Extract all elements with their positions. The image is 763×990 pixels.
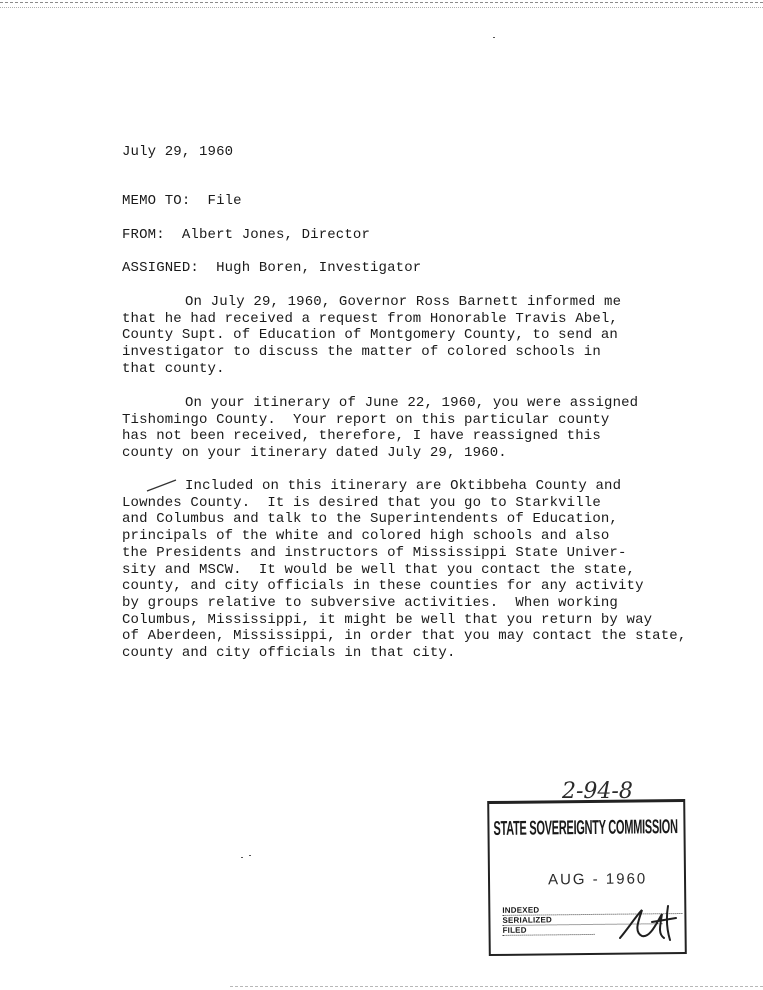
from-label: FROM: [122, 227, 165, 243]
paragraph-line: county on your itinerary dated July 29, 1960. [122, 445, 507, 462]
from-line [122, 227, 370, 244]
paragraph-line: county, and city officials in these counties for any activity [122, 578, 644, 595]
paragraph-line: and Columbus and talk to the Superintendents of Education, [122, 511, 618, 528]
paragraph-line: investigator to discuss the matter of colored schools in [122, 344, 601, 361]
paragraph-line: Included on this itinerary are Oktibbeha County and [185, 478, 622, 494]
speck [249, 855, 251, 856]
assigned-value: Hugh Boren, Investigator [216, 260, 422, 276]
paragraph-line: principals of the white and colored high schools and also [122, 528, 610, 545]
paragraph-line: that he had received a request from Honorable Travis Abel, [122, 310, 618, 327]
paragraph-line: the Presidents and instructors of Mississippi State Univer- [122, 544, 627, 561]
assigned-line [122, 260, 421, 277]
speck [241, 857, 243, 858]
handwritten-file-number [558, 762, 678, 804]
stamp-filed-row: FILED [503, 925, 595, 936]
handwritten-file-number-text: 2-94-8 [562, 779, 633, 804]
paragraph-1 [122, 294, 621, 378]
paragraph-2 [122, 395, 638, 462]
paragraph-line: county and city officials in that city. [122, 645, 456, 662]
memo-to-label: MEMO TO: [122, 193, 191, 209]
page-bottom-edge [230, 986, 763, 988]
paragraph-line: of Aberdeen, Mississippi, in order that you may contact the state, [122, 628, 687, 645]
memo-to-value: File [207, 193, 242, 209]
memo-to-line [122, 193, 242, 210]
stamp-indexed-row: INDEXED [502, 904, 682, 916]
stamp-title: STATE SOVEREIGNTY COMMISSION [493, 816, 678, 840]
from-value: Albert Jones, Director [181, 227, 371, 243]
paragraph-line: has not been received, therefore, I have reassigned this [122, 428, 601, 445]
paragraph-line: On July 29, 1960, Governor Ross Barnett informed me [185, 294, 622, 310]
stamp-date: AUG - 1960 [547, 870, 648, 889]
paragraph-line: that county. [122, 360, 225, 377]
paragraph-line: On your itinerary of June 22, 1960, you were assigned [185, 395, 639, 411]
speck [493, 37, 495, 38]
page-top-edge [0, 2, 763, 8]
paragraph-line: Lowndes County. It is desired that you go to Starkville [122, 494, 601, 511]
paragraph-line: County Supt. of Education of Montgomery County, to send an [122, 327, 618, 344]
assigned-label: ASSIGNED: [122, 260, 199, 276]
paragraph-line: Tishomingo County. Your report on this particular county [122, 411, 610, 428]
paragraph-line: sity and MSCW. It would be well that you contact the state, [122, 561, 636, 578]
memo-date: July 29, 1960 [122, 144, 234, 160]
paragraph-3 [122, 478, 686, 662]
paragraph-line: Columbus, Mississippi, it might be well that you return by way [122, 611, 653, 628]
stamp-serialized-row: SERIALIZED [502, 914, 662, 926]
paragraph-line: by groups relative to subversive activities. When working [122, 594, 618, 611]
check-mark-icon [145, 478, 179, 494]
handwritten-initials-signature [612, 900, 682, 945]
